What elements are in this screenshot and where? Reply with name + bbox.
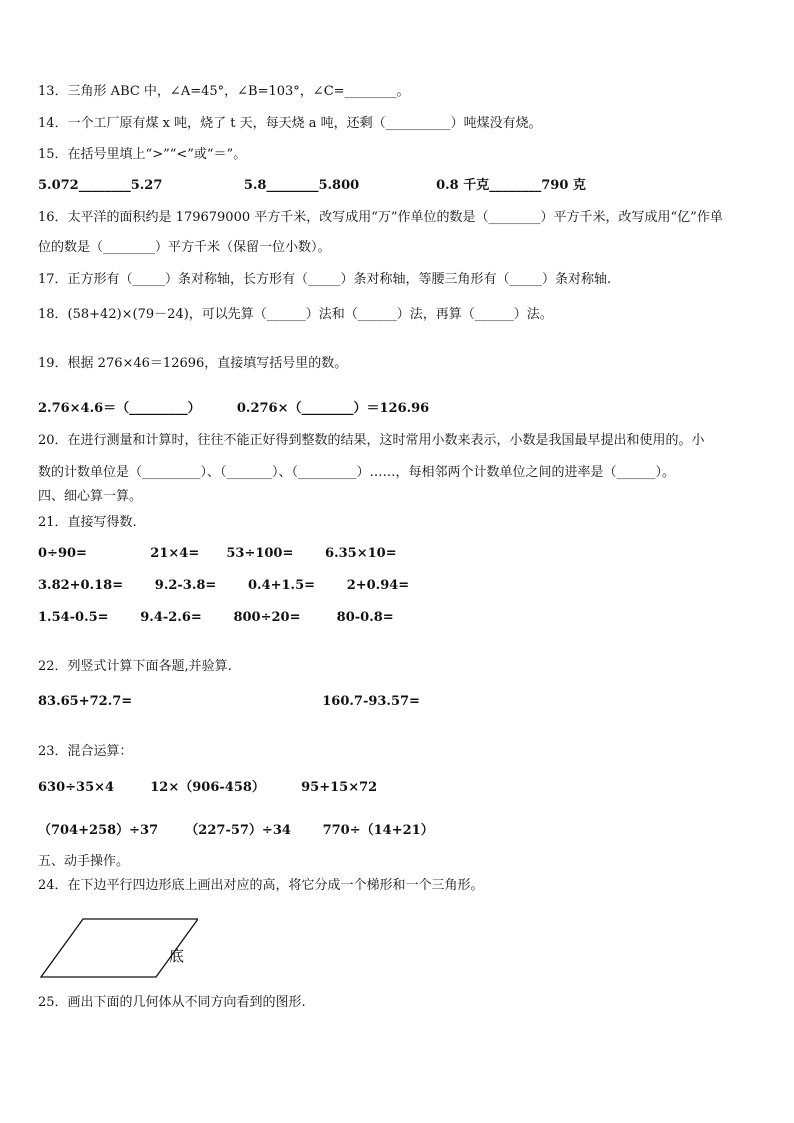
question-20-line-1: 20．在进行测量和计算时，往往不能正好得到整数的结果，这时常用小数来表示，小数是我国最早提出和使用的。小: [38, 433, 705, 448]
question-23-row-2: （704+258）÷37 （227-57）÷34 770÷（14+21）: [38, 823, 434, 838]
question-15-items: 5.072________5.27 5.8________5.800 0.8 千克________790 克: [38, 178, 586, 193]
question-22-items: 83.65+72.7= 160.7-93.57=: [38, 694, 420, 709]
question-21-row-2: 3.82+0.18= 9.2-3.8= 0.4+1.5= 2+0.94=: [38, 578, 410, 593]
question-16-line-2: 位的数是（________）平方千米（保留一位小数）。: [38, 240, 331, 255]
question-24: 24．在下边平行四边形底上画出对应的高，将它分成一个梯形和一个三角形。: [38, 878, 484, 893]
question-16-line-1: 16．太平洋的面积约是 179679000 平方千米，改写成用“万”作单位的数是（________）平方千米，改写成用“亿”作单: [38, 210, 723, 225]
question-23-row-1: 630÷35×4 12×（906-458） 95+15×72: [38, 780, 378, 795]
question-20-line-2: 数的计数单位是（_________）、（_______）、（_________）……，每相邻两个计数单位之间的进率是（______）。: [38, 465, 676, 480]
question-22: 22．列竖式计算下面各题,并验算.: [38, 659, 232, 674]
question-21: 21．直接写得数.: [38, 515, 137, 530]
base-label: 底: [169, 947, 185, 965]
question-17: 17．正方形有（_____）条对称轴，长方形有（_____）条对称轴，等腰三角形有（_____）条对称轴.: [38, 272, 612, 287]
question-21-row-1: 0÷90= 21×4= 53÷100= 6.35×10=: [38, 546, 397, 561]
section-5-heading: 五、动手操作。: [38, 854, 130, 869]
section-4-heading: 四、细心算一算。: [38, 489, 143, 504]
question-25: 25．画出下面的几何体从不同方向看到的图形.: [38, 995, 306, 1010]
question-14: 14．一个工厂原有煤 x 吨，烧了 t 天，每天烧 a 吨，还剩（__________）吨煤没有烧。: [38, 116, 542, 131]
question-15: 15．在括号里填上“>”“<”或“＝”。: [38, 147, 247, 162]
question-19: 19．根据 276×46＝12696，直接填写括号里的数。: [38, 356, 348, 371]
question-21-row-3: 1.54-0.5= 9.4-2.6= 800÷20= 80-0.8=: [38, 610, 394, 625]
question-23: 23．混合运算：: [38, 744, 133, 759]
question-19-items: 2.76×4.6＝（_________） 0.276×（________）＝126.96: [38, 401, 430, 416]
question-13: 13．三角形 ABC 中，∠A=45°，∠B=103°，∠C=________。: [38, 84, 410, 99]
question-18: 18．(58+42)×(79－24)，可以先算（______）法和（______）法，再算（______）法。: [38, 307, 553, 322]
